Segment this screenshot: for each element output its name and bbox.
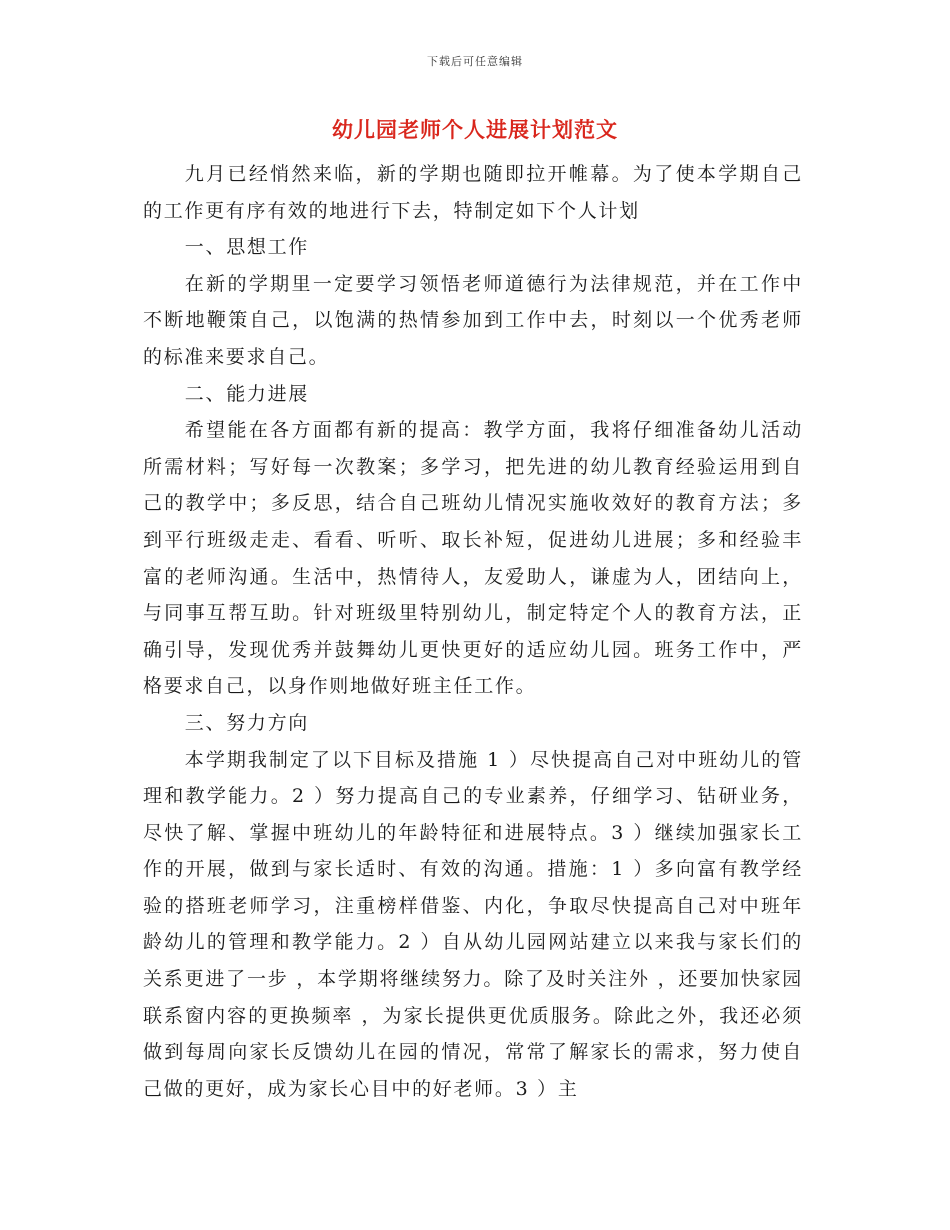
ability-paragraph: 希望能在各方面都有新的提高：教学方面，我将仔细准备幼儿活动所需材料；写好每一次教案；多学习，把先进的幼儿教育经验运用到自己的教学中；多反思，结合自己班幼儿情况实施收效好的教育方法；多到平行班级走走、看看、听听、取长补短，促进幼儿进展；多和经验丰富的老师沟通。生活中，热情待人，友爱助人，谦虚为人，团结向上，与同事互帮互助。针对班级里特别幼儿，制定特定个人的教育方法，正确引导，发现优秀并鼓舞幼儿更快更好的适应幼儿园。班务工作中，严格要求自己，以身作则地做好班主任工作。 xyxy=(143,419,803,698)
document-title: 幼儿园老师个人进展计划范文 xyxy=(332,117,618,142)
document-body xyxy=(143,156,803,1107)
section-heading-thought: 一、思想工作 xyxy=(184,236,309,259)
intro-paragraph: 九月已经悄然来临，新的学期也随即拉开帷幕。为了使本学期自己的工作更有序有效的地进行下去，特制定如下个人计划 xyxy=(143,163,803,222)
direction-paragraph: 本学期我制定了以下目标及措施 1 ）尽快提高自己对中班幼儿的管理和教学能力。2 ）努力提高自己的专业素养，仔细学习、钻研业务，尽快了解、掌握中班幼儿的年龄特征和进展特点。3 ）继续加强家长工作的开展，做到与家长适时、有效的沟通。措施：1 ）多向富有教学经验的搭班老师学习，注重榜样借鉴、内化，争取尽快提高自己对中班年龄幼儿的管理和教学能力。2 ）自从幼儿园网站建立以来我与家长们的关系更进了一步 ，本学期将继续努力。除了及时关注外 ，还要加快家园联系窗内容的更换频率 ，为家长提供更优质服务。除此之外，我还必须做到每周向家长反馈幼儿在园的情况，常常了解家长的需求，努力使自己做的更好，成为家长心目中的好老师。3 ）主 xyxy=(143,748,803,1100)
section-heading-ability: 二、能力进展 xyxy=(184,382,309,405)
section-heading-direction: 三、努力方向 xyxy=(184,711,309,734)
page-header-note: 下载后可任意编辑 xyxy=(427,55,523,68)
thought-paragraph: 在新的学期里一定要学习领悟老师道德行为法律规范，并在工作中不断地鞭策自己，以饱满的热情参加到工作中去，时刻以一个优秀老师的标准来要求自己。 xyxy=(143,272,803,368)
